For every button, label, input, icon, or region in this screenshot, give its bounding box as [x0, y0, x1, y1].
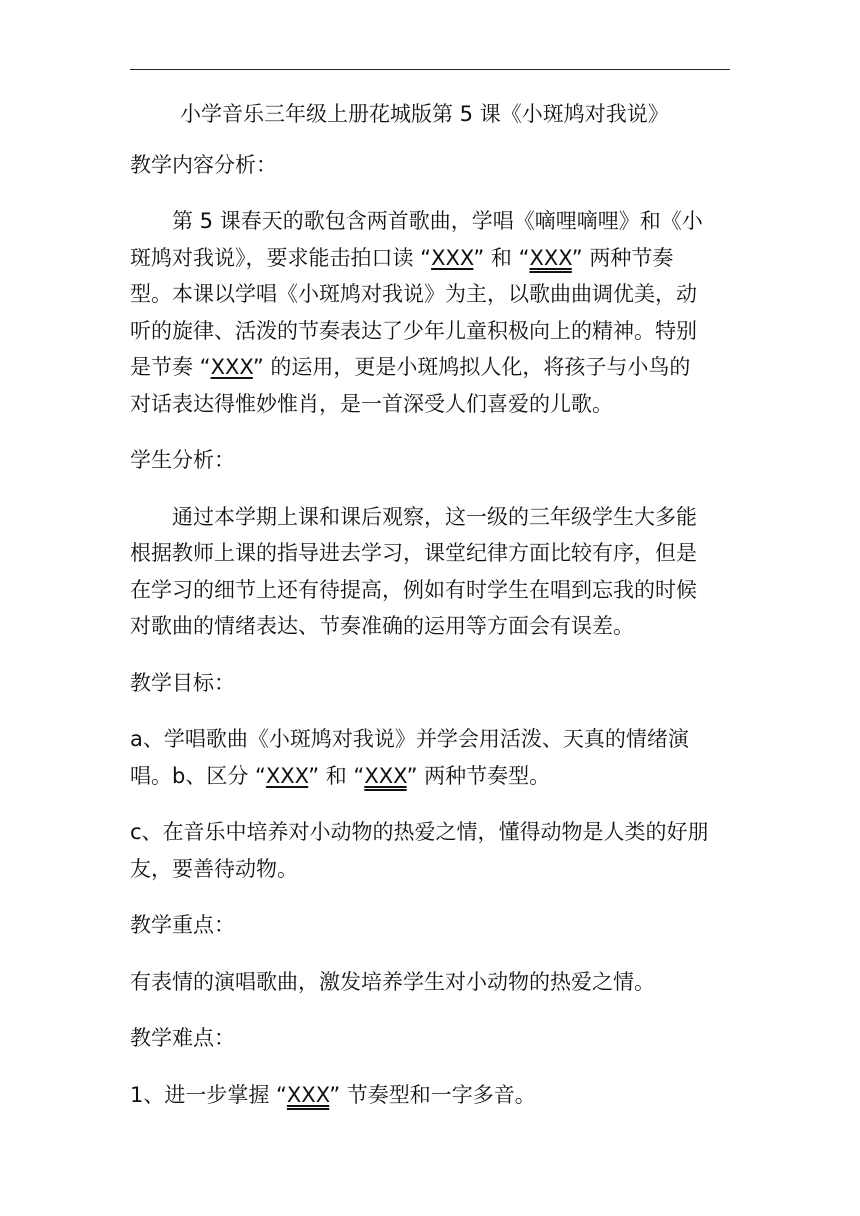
rhythm-notation: XXX [286, 1082, 330, 1107]
heading-content-analysis: 教学内容分析： [130, 152, 277, 177]
document-body [130, 96, 730, 1113]
goal-line: a、学唱歌曲《小斑鸠对我说》并学会用活泼、天真的情绪演 [130, 727, 689, 751]
rhythm-notation: XXX [265, 763, 309, 788]
paragraph-line: 型。本课以学唱《小斑鸠对我说》为主，以歌曲曲调优美，动 [130, 282, 697, 306]
goal-line: 唱。b、区分 “XXX” 和 “XXX” 两种节奏型。 [130, 763, 551, 788]
heading-key-points: 教学重点： [130, 913, 235, 937]
header-rule [130, 69, 730, 70]
paragraph-line: 通过本学期上课和课后观察，这一级的三年级学生大多能 [172, 504, 697, 529]
goal-line: 友，要善待动物。 [130, 856, 298, 881]
rhythm-notation: XXX [364, 763, 407, 788]
heading-teaching-goals: 教学目标： [130, 670, 235, 695]
difficulty-line: 1、进一步掌握 “XXX” 节奏型和一字多音。 [130, 1082, 536, 1107]
rhythm-notation: XXX [529, 245, 572, 270]
paragraph-line: 对话表达得惟妙惟肖，是一首深受人们喜爱的儿歌。 [130, 391, 613, 416]
goal-line: c、在音乐中培养对小动物的热爱之情，懂得动物是人类的好朋 [130, 820, 709, 844]
paragraph-line: 对歌曲的情绪表达、节奏准确的运用等方面会有误差。 [130, 614, 634, 638]
rhythm-notation: XXX [210, 355, 253, 379]
document-title: 小学音乐三年级上册花城版第 5 课《小斑鸠对我说》 [180, 102, 669, 126]
heading-student-analysis: 学生分析： [130, 448, 235, 472]
paragraph-line: 根据教师上课的指导进去学习，课堂纪律方面比较有序，但是 [130, 541, 697, 565]
paragraph-line: 在学习的细节上还有待提高，例如有时学生在唱到忘我的时候 [130, 577, 697, 602]
paragraph-line: 斑鸠对我说》，要求能击拍口读 “XXX” 和 “XXX” 两种节奏 [130, 245, 674, 270]
rhythm-notation: XXX [431, 245, 474, 270]
key-point-line: 有表情的演唱歌曲，激发培养学生对小动物的热爱之情。 [130, 969, 655, 994]
paragraph-line: 第 5 课春天的歌包含两首歌曲，学唱《嘀哩嘀哩》和《小 [172, 209, 703, 233]
paragraph-line: 是节奏 “XXX” 的运用，更是小斑鸠拟人化，将孩子与小鸟的 [130, 355, 691, 379]
heading-difficulties: 教学难点： [130, 1026, 235, 1050]
paragraph-line: 听的旋律、活泼的节奏表达了少年儿童积极向上的精神。特别 [130, 318, 697, 343]
